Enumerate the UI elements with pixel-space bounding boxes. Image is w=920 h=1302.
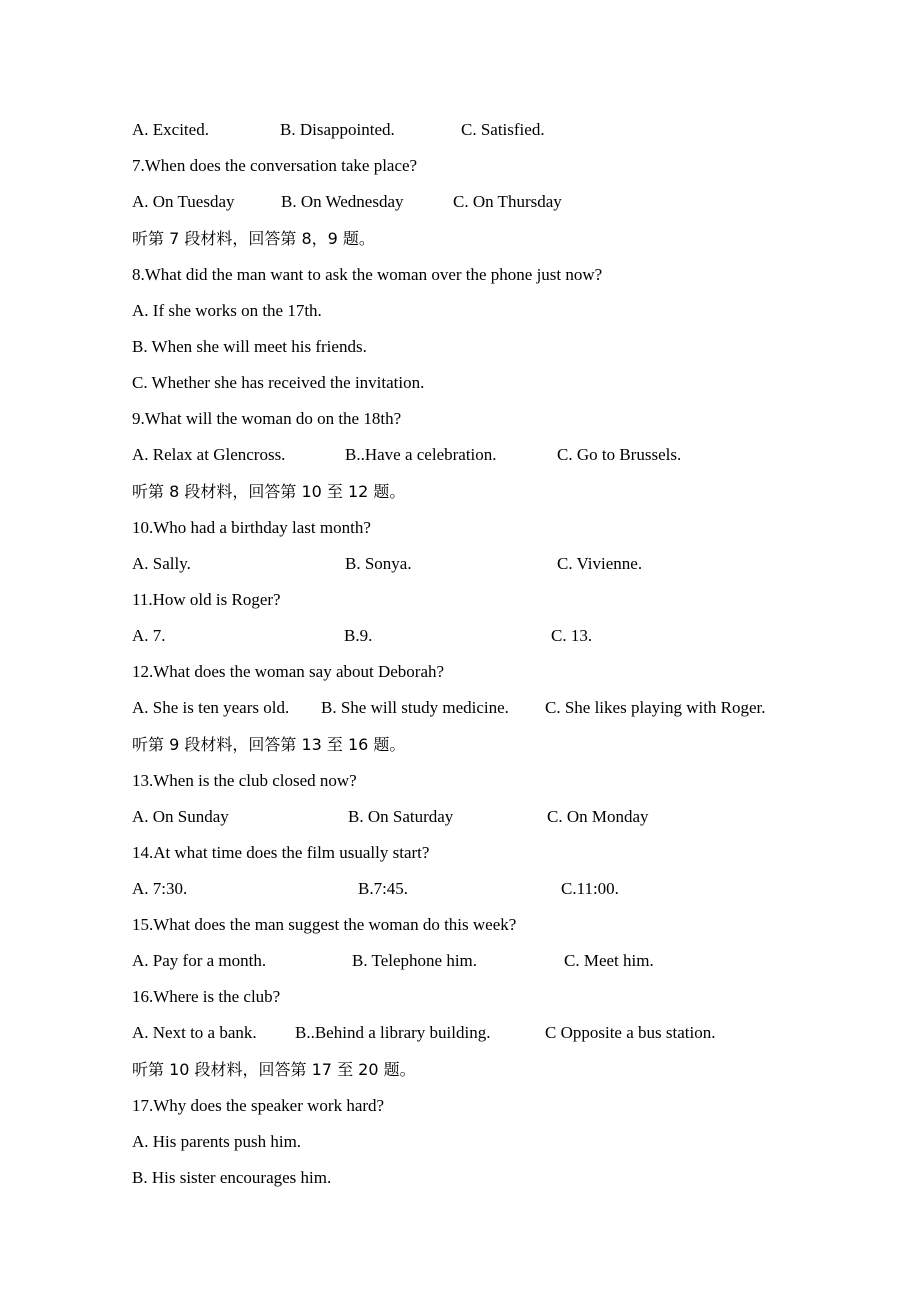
q14-option-a: A. 7:30. <box>132 879 188 898</box>
q7-question: 7.When does the conversation take place? <box>132 156 418 175</box>
q11-option-c: C. 13. <box>551 626 593 645</box>
q8-question: 8.What did the man want to ask the woman over the phone just now? <box>132 265 603 284</box>
q17-option-a: A. His parents push him. <box>132 1132 302 1151</box>
q16-question: 16.Where is the club? <box>132 987 281 1006</box>
q13-question: 13.When is the club closed now? <box>132 771 357 790</box>
section-8-heading: 听第 8 段材料，回答第 10 至 12 题。 <box>132 482 406 501</box>
section-10-heading: 听第 10 段材料，回答第 17 至 20 题。 <box>132 1060 416 1079</box>
section-9-heading: 听第 9 段材料，回答第 13 至 16 题。 <box>132 735 406 754</box>
section-7-heading: 听第 7 段材料，回答第 8，9 题。 <box>132 229 375 248</box>
q9-option-a: A. Relax at Glencross. <box>132 445 286 464</box>
q11-option-a: A. 7. <box>132 626 166 645</box>
q11-option-b: B.9. <box>344 626 373 645</box>
q16-option-b: B..Behind a library building. <box>295 1023 491 1042</box>
q12-question: 12.What does the woman say about Deborah? <box>132 662 445 681</box>
q9-option-c: C. Go to Brussels. <box>557 445 682 464</box>
q6-option-a: A. Excited. <box>132 120 209 139</box>
q16-option-a: A. Next to a bank. <box>132 1023 257 1042</box>
q14-question: 14.At what time does the film usually start? <box>132 843 430 862</box>
q15-option-c: C. Meet him. <box>564 951 654 970</box>
q9-question: 9.What will the woman do on the 18th? <box>132 409 402 428</box>
q12-option-c: C. She likes playing with Roger. <box>545 698 766 717</box>
q14-option-b: B.7:45. <box>358 879 409 898</box>
q17-question: 17.Why does the speaker work hard? <box>132 1096 385 1115</box>
q10-option-a: A. Sally. <box>132 554 191 573</box>
q17-option-b: B. His sister encourages him. <box>132 1168 332 1187</box>
q13-option-b: B. On Saturday <box>348 807 454 826</box>
q8-option-a: A. If she works on the 17th. <box>132 301 322 320</box>
q15-option-a: A. Pay for a month. <box>132 951 267 970</box>
q7-option-c: C. On Thursday <box>453 192 562 211</box>
q12-option-a: A. She is ten years old. <box>132 698 290 717</box>
q12-option-b: B. She will study medicine. <box>321 698 509 717</box>
q10-option-c: C. Vivienne. <box>557 554 643 573</box>
q7-option-b: B. On Wednesday <box>281 192 404 211</box>
q10-option-b: B. Sonya. <box>345 554 412 573</box>
q14-option-c: C.11:00. <box>561 879 619 898</box>
q7-option-a: A. On Tuesday <box>132 192 235 211</box>
q15-question: 15.What does the man suggest the woman do this week? <box>132 915 517 934</box>
q6-option-b: B. Disappointed. <box>280 120 395 139</box>
q15-option-b: B. Telephone him. <box>352 951 478 970</box>
q8-option-b: B. When she will meet his friends. <box>132 337 367 356</box>
q6-option-c: C. Satisfied. <box>461 120 545 139</box>
q13-option-c: C. On Monday <box>547 807 649 826</box>
q11-question: 11.How old is Roger? <box>132 590 281 609</box>
q9-option-b: B..Have a celebration. <box>345 445 497 464</box>
q10-question: 10.Who had a birthday last month? <box>132 518 371 537</box>
q16-option-c: C Opposite a bus station. <box>545 1023 716 1042</box>
q13-option-a: A. On Sunday <box>132 807 229 826</box>
q8-option-c: C. Whether she has received the invitation. <box>132 373 425 392</box>
